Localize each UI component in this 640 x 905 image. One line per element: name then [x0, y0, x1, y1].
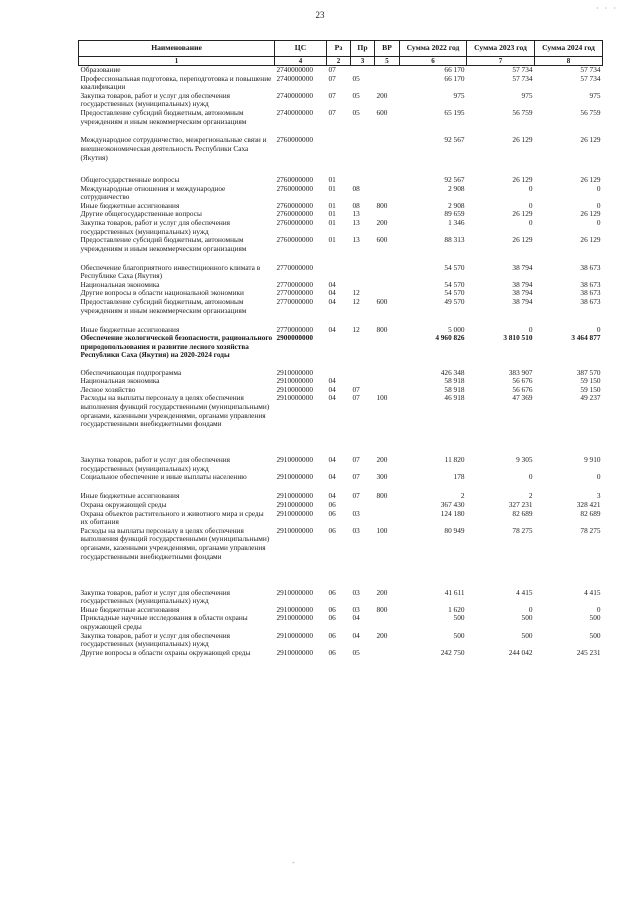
row-cs: 2770000000 — [276, 297, 313, 307]
row-cs: 2910000000 — [276, 491, 313, 501]
scan-artifact: - — [292, 858, 295, 867]
table-row — [79, 632, 603, 649]
row-rz: 06 — [328, 613, 336, 623]
row-sum-2022: 54 570 — [444, 262, 465, 272]
table-row — [79, 334, 603, 368]
table-body — [79, 66, 603, 658]
row-rz: 06 — [328, 508, 336, 518]
row-sum-2024: 245 231 — [576, 647, 601, 657]
row-pr: 12 — [352, 297, 360, 307]
row-sum-2022: 2 — [460, 491, 465, 501]
row-sum-2024: 975 — [589, 90, 601, 100]
row-sum-2024: 9 910 — [584, 455, 601, 465]
row-sum-2022: 500 — [453, 630, 465, 640]
row-sum-2023: 0 — [528, 324, 533, 334]
row-vr — [375, 264, 400, 281]
row-pr: 08 — [352, 183, 360, 193]
row-vr — [375, 510, 400, 527]
row-pr: 07 — [352, 393, 360, 403]
row-sum-2022: 124 180 — [440, 508, 465, 518]
column-number: 7 — [467, 57, 535, 66]
row-rz: 06 — [328, 499, 336, 509]
row-cs: 2770000000 — [276, 324, 313, 334]
row-cs: 2740000000 — [276, 107, 313, 117]
row-cs: 2770000000 — [276, 288, 313, 298]
row-name: Социальное обеспечение и иные выплаты населению — [80, 472, 247, 482]
table-row — [79, 589, 603, 606]
row-vr — [375, 501, 400, 510]
row-pr: 07 — [352, 472, 360, 482]
row-name: Расходы на выплаты персоналу в целях обеспечения выполнения функций государственными (муниципальными) органами, казенными учреждениями, органами управления государственными внебюджетными фондами — [80, 525, 270, 561]
row-name: Прикладные научные исследования в области охраны окружающей среды — [80, 613, 248, 632]
row-vr: 200 — [376, 630, 388, 640]
row-sum-2024: 26 129 — [580, 135, 601, 145]
row-sum-2023: 975 — [521, 90, 533, 100]
row-rz: 06 — [328, 525, 336, 535]
row-rz: 01 — [328, 209, 336, 219]
table-row — [79, 473, 603, 492]
row-sum-2024: 56 759 — [580, 107, 601, 117]
row-rz: 04 — [328, 455, 336, 465]
row-name: Профессиональная подготовка, переподготовка и повышение квалификации — [80, 73, 272, 92]
row-pr: 03 — [352, 604, 360, 614]
row-sum-2024: 0 — [596, 218, 601, 227]
row-name: Расходы на выплаты персоналу в целях обеспечения выполнения функций государственными (муниципальными) органами, казенными учреждениями, органами управления государственными внебюджетными фондами — [80, 393, 270, 429]
row-sum-2022: 41 611 — [444, 587, 465, 597]
row-sum-2024: 57 734 — [580, 65, 601, 74]
row-rz: 07 — [328, 65, 336, 74]
row-sum-2022: 178 — [453, 472, 465, 482]
row-sum-2022: 58 918 — [444, 376, 465, 386]
row-sum-2023: 56 676 — [512, 384, 533, 394]
row-cs: 2760000000 — [276, 209, 313, 219]
row-name: Международные отношения и международное сотрудничество — [80, 183, 226, 202]
row-pr: 04 — [352, 613, 360, 623]
row-sum-2022: 54 570 — [444, 288, 465, 298]
row-sum-2022: 500 — [453, 613, 465, 623]
row-sum-2023: 0 — [528, 183, 533, 193]
row-pr — [351, 264, 375, 281]
row-name: Иные бюджетные ассигнования — [80, 324, 180, 334]
row-name: Иные бюджетные ассигнования — [80, 491, 180, 501]
row-cs: 2760000000 — [276, 235, 313, 245]
row-sum-2023: 383 907 — [508, 367, 533, 377]
row-pr: 12 — [352, 288, 360, 298]
header-vr: ВР — [375, 41, 400, 57]
row-sum-2022: 58 918 — [444, 384, 465, 394]
row-cs: 2910000000 — [276, 604, 313, 614]
row-rz: 06 — [328, 587, 336, 597]
row-sum-2024: 82 689 — [580, 508, 601, 518]
row-name: Иные бюджетные ассигнования — [80, 200, 180, 210]
row-rz — [327, 136, 351, 176]
row-name: Национальная экономика — [80, 376, 160, 386]
row-sum-2024: 26 129 — [580, 175, 601, 185]
table-row — [79, 109, 603, 137]
row-sum-2023: 56 676 — [512, 376, 533, 386]
row-sum-2022: 88 313 — [444, 235, 465, 245]
table-row — [79, 456, 603, 473]
row-cs: 2740000000 — [276, 65, 313, 74]
row-sum-2022: 92 567 — [444, 135, 465, 145]
row-sum-2024: 59 150 — [580, 384, 601, 394]
row-sum-2024: 38 673 — [580, 262, 601, 272]
row-sum-2023: 3 810 510 — [503, 333, 533, 343]
row-vr — [375, 185, 400, 202]
row-cs: 2770000000 — [276, 279, 313, 289]
row-rz: 01 — [328, 218, 336, 227]
row-vr: 200 — [376, 90, 388, 100]
row-sum-2023: 26 129 — [512, 135, 533, 145]
row-sum-2022: 1 620 — [448, 604, 465, 614]
row-name: Предоставление субсидий бюджетным, автономным учреждениям и иным некоммерческим организациям — [80, 107, 247, 126]
row-rz: 06 — [328, 647, 336, 657]
row-sum-2023: 500 — [521, 613, 533, 623]
row-sum-2023: 26 129 — [512, 175, 533, 185]
table-row — [79, 236, 603, 264]
row-sum-2022: 54 570 — [444, 279, 465, 289]
row-cs: 2760000000 — [276, 183, 313, 193]
row-rz — [327, 264, 351, 281]
row-sum-2023: 78 275 — [512, 525, 533, 535]
row-pr: 07 — [352, 384, 360, 394]
row-sum-2024: 0 — [596, 200, 601, 210]
row-pr: 13 — [352, 209, 360, 219]
row-sum-2024: 38 673 — [580, 288, 601, 298]
row-rz — [327, 334, 351, 368]
table-row — [79, 136, 603, 176]
row-cs: 2910000000 — [276, 508, 313, 518]
budget-table — [78, 40, 603, 657]
row-sum-2024: 57 734 — [580, 73, 601, 83]
row-sum-2022: 5 000 — [448, 324, 465, 334]
row-sum-2024: 4 415 — [584, 587, 601, 597]
row-sum-2022: 2 908 — [448, 183, 465, 193]
column-number: 8 — [535, 57, 603, 66]
table-row — [79, 264, 603, 281]
row-sum-2023: 56 759 — [512, 107, 533, 117]
row-sum-2023: 0 — [528, 218, 533, 227]
row-pr: 07 — [352, 455, 360, 465]
row-cs: 2910000000 — [276, 367, 313, 377]
row-vr: 100 — [376, 525, 388, 535]
column-number: 4 — [275, 57, 327, 66]
row-rz: 07 — [328, 90, 336, 100]
row-cs: 2740000000 — [276, 73, 313, 83]
row-sum-2023: 38 794 — [512, 262, 533, 272]
row-rz: 07 — [328, 73, 336, 83]
row-vr: 600 — [376, 235, 388, 245]
row-pr — [351, 334, 375, 368]
row-pr: 03 — [352, 525, 360, 535]
row-sum-2023: 0 — [528, 604, 533, 614]
row-pr — [351, 369, 375, 378]
row-name: Охрана объектов растительного и животного мира и среды их обитания — [80, 508, 264, 527]
row-pr: 07 — [352, 491, 360, 501]
row-name: Национальная экономика — [80, 279, 160, 289]
row-cs: 2910000000 — [276, 587, 313, 597]
table-row — [79, 527, 603, 589]
row-cs: 2910000000 — [276, 472, 313, 482]
row-vr: 800 — [376, 604, 388, 614]
row-pr: 04 — [352, 630, 360, 640]
scan-marks: · · · — [596, 4, 618, 13]
row-vr: 200 — [376, 218, 388, 227]
row-pr: 03 — [352, 508, 360, 518]
row-sum-2024: 387 570 — [576, 367, 601, 377]
row-sum-2024: 38 673 — [580, 279, 601, 289]
row-vr: 200 — [376, 587, 388, 597]
row-pr: 12 — [352, 324, 360, 334]
row-name: Закупка товаров, работ и услуг для обеспечения государственных (муниципальных) нужд — [80, 587, 230, 606]
table-row — [79, 298, 603, 326]
row-sum-2024: 49 237 — [580, 393, 601, 403]
row-sum-2023: 9 305 — [516, 455, 533, 465]
row-sum-2022: 426 348 — [440, 367, 465, 377]
row-sum-2023: 327 231 — [508, 499, 533, 509]
row-name: Закупка товаров, работ и услуг для обеспечения государственных (муниципальных) нужд — [80, 455, 230, 473]
row-vr — [375, 377, 400, 386]
row-sum-2024: 0 — [596, 324, 601, 334]
row-sum-2023: 38 794 — [512, 297, 533, 307]
row-sum-2023: 500 — [521, 630, 533, 640]
row-name: Лесное хозяйство — [80, 384, 136, 394]
row-sum-2022: 89 659 — [444, 209, 465, 219]
row-sum-2024: 0 — [596, 472, 601, 482]
row-sum-2023: 82 689 — [512, 508, 533, 518]
row-sum-2022: 4 960 826 — [435, 333, 465, 343]
row-rz: 04 — [328, 384, 336, 394]
row-sum-2022: 2 908 — [448, 200, 465, 210]
table-row — [79, 510, 603, 527]
row-cs: 2760000000 — [276, 175, 313, 185]
row-pr — [351, 136, 375, 176]
row-vr: 600 — [376, 297, 388, 307]
row-rz: 06 — [328, 604, 336, 614]
row-cs: 2900000000 — [276, 333, 313, 343]
row-sum-2022: 65 195 — [444, 107, 465, 117]
row-pr: 13 — [352, 218, 360, 227]
row-sum-2024: 500 — [589, 630, 601, 640]
column-number: 1 — [79, 57, 275, 66]
row-rz: 04 — [328, 472, 336, 482]
row-name: Обеспечивающая подпрограмма — [80, 367, 182, 377]
row-sum-2022: 975 — [453, 90, 465, 100]
row-cs: 2910000000 — [276, 525, 313, 535]
row-name: Обеспечение экологической безопасности, рационального природопользования и развитие лесного хозяйства Республики Саха (Якутия) на 2020-2024 годы — [80, 333, 273, 360]
row-cs: 2760000000 — [276, 135, 313, 145]
row-sum-2023: 2 — [528, 491, 533, 501]
header-sum-2024: Сумма 2024 год — [535, 41, 603, 57]
row-sum-2023: 4 415 — [516, 587, 533, 597]
row-vr: 300 — [376, 472, 388, 482]
row-sum-2022: 49 570 — [444, 297, 465, 307]
row-sum-2023: 38 794 — [512, 288, 533, 298]
page-number: 23 — [315, 10, 325, 20]
row-sum-2024: 59 150 — [580, 376, 601, 386]
row-cs: 2760000000 — [276, 200, 313, 210]
row-rz: 04 — [328, 393, 336, 403]
row-sum-2024: 328 421 — [576, 499, 601, 509]
row-sum-2024: 26 129 — [580, 235, 601, 245]
row-sum-2022: 242 750 — [440, 647, 465, 657]
row-rz: 04 — [328, 279, 336, 289]
table-row — [79, 614, 603, 631]
row-vr — [375, 75, 400, 92]
row-sum-2022: 80 949 — [444, 525, 465, 535]
row-vr: 100 — [376, 393, 388, 403]
table-row — [79, 394, 603, 456]
row-cs: 2910000000 — [276, 376, 313, 386]
row-vr — [375, 66, 400, 75]
row-name: Другие вопросы в области национальной экономики — [80, 288, 244, 298]
row-cs: 2910000000 — [276, 630, 313, 640]
row-rz: 04 — [328, 324, 336, 334]
row-rz: 07 — [328, 107, 336, 117]
header-rz: Рз — [327, 41, 351, 57]
row-name: Предоставление субсидий бюджетным, автономным учреждениям и иным некоммерческим организациям — [80, 297, 247, 315]
table-row — [79, 649, 603, 658]
row-rz: 04 — [328, 297, 336, 307]
column-number: 6 — [400, 57, 467, 66]
header-name: Наименование — [79, 41, 275, 57]
row-pr: 05 — [352, 647, 360, 657]
row-rz: 04 — [328, 376, 336, 386]
row-sum-2022: 11 820 — [444, 455, 465, 465]
row-vr: 800 — [376, 200, 388, 210]
row-pr: 05 — [352, 90, 360, 100]
row-name: Охрана окружающей среды — [80, 499, 167, 509]
table-row — [79, 92, 603, 109]
row-name: Иные бюджетные ассигнования — [80, 604, 180, 614]
row-rz: 01 — [328, 235, 336, 245]
row-sum-2024: 500 — [589, 613, 601, 623]
row-cs: 2910000000 — [276, 613, 313, 623]
column-number: 2 — [327, 57, 351, 66]
row-sum-2024: 0 — [596, 604, 601, 614]
row-sum-2023: 0 — [528, 200, 533, 210]
row-vr — [375, 334, 400, 368]
row-vr: 600 — [376, 107, 388, 117]
row-cs: 2910000000 — [276, 647, 313, 657]
row-vr — [375, 369, 400, 378]
row-sum-2023: 57 734 — [512, 65, 533, 74]
row-sum-2023: 38 794 — [512, 279, 533, 289]
row-rz: 01 — [328, 175, 336, 185]
header-pr: Пр — [351, 41, 375, 57]
column-number: 5 — [375, 57, 400, 66]
header-sum-2023: Сумма 2023 год — [467, 41, 535, 57]
table-header-row — [79, 41, 603, 57]
row-sum-2024: 3 — [596, 491, 601, 501]
row-name: Закупка товаров, работ и услуг для обеспечения государственных (муниципальных) нужд — [80, 218, 230, 236]
row-vr — [375, 614, 400, 631]
row-sum-2022: 1 346 — [448, 218, 465, 227]
row-name: Закупка товаров, работ и услуг для обеспечения государственных (муниципальных) нужд — [80, 630, 230, 649]
row-sum-2022: 46 918 — [444, 393, 465, 403]
row-cs: 2910000000 — [276, 393, 313, 403]
table-row — [79, 75, 603, 92]
row-sum-2023: 244 042 — [508, 647, 533, 657]
row-sum-2024: 3 464 877 — [571, 333, 601, 343]
row-vr — [375, 649, 400, 658]
row-sum-2024: 0 — [596, 183, 601, 193]
row-vr — [375, 176, 400, 185]
header-sum-2022: Сумма 2022 год — [400, 41, 467, 57]
table-row — [79, 185, 603, 202]
row-name: Предоставление субсидий бюджетным, автономным учреждениям и иным некоммерческим организациям — [80, 235, 247, 253]
row-pr: 03 — [352, 587, 360, 597]
row-sum-2022: 66 170 — [444, 65, 465, 74]
row-name: Международное сотрудничество, межрегиональные связи и внешнеэкономическая деятельность Республики Саха (Якутия) — [80, 135, 267, 162]
header-cs: ЦС — [275, 41, 327, 57]
row-pr: 13 — [352, 235, 360, 245]
row-vr: 800 — [376, 491, 388, 501]
row-sum-2024: 38 673 — [580, 297, 601, 307]
row-vr — [375, 281, 400, 290]
row-sum-2023: 26 129 — [512, 209, 533, 219]
row-sum-2022: 92 567 — [444, 175, 465, 185]
row-sum-2024: 26 129 — [580, 209, 601, 219]
row-rz: 04 — [328, 491, 336, 501]
row-name: Образование — [80, 65, 121, 74]
budget-table-container — [78, 40, 602, 657]
row-sum-2023: 57 734 — [512, 73, 533, 83]
row-sum-2023: 0 — [528, 472, 533, 482]
row-name: Обеспечение благоприятного инвестиционного климата в Республике Саха (Якутия) — [80, 262, 261, 281]
row-sum-2024: 78 275 — [580, 525, 601, 535]
row-pr: 08 — [352, 200, 360, 210]
row-cs: 2910000000 — [276, 455, 313, 465]
row-cs: 2770000000 — [276, 262, 313, 272]
row-pr: 05 — [352, 73, 360, 83]
row-vr: 200 — [376, 455, 388, 465]
row-cs: 2910000000 — [276, 499, 313, 509]
row-cs: 2910000000 — [276, 384, 313, 394]
row-sum-2023: 26 129 — [512, 235, 533, 245]
row-rz: 01 — [328, 200, 336, 210]
row-rz: 04 — [328, 288, 336, 298]
row-name: Общегосударственные вопросы — [80, 175, 180, 185]
row-vr: 800 — [376, 324, 388, 334]
row-cs: 2740000000 — [276, 90, 313, 100]
column-number: 3 — [351, 57, 375, 66]
row-vr — [375, 136, 400, 176]
row-sum-2023: 47 369 — [512, 393, 533, 403]
row-sum-2022: 367 430 — [440, 499, 465, 509]
row-name: Другие вопросы в области охраны окружающей среды — [80, 647, 251, 657]
row-rz: 06 — [328, 630, 336, 640]
row-name: Другие общегосударственные вопросы — [80, 209, 202, 219]
table-row — [79, 219, 603, 236]
row-sum-2022: 66 170 — [444, 73, 465, 83]
row-rz: 01 — [328, 183, 336, 193]
row-pr: 05 — [352, 107, 360, 117]
row-name: Закупка товаров, работ и услуг для обеспечения государственных (муниципальных) нужд — [80, 90, 230, 109]
row-cs: 2760000000 — [276, 218, 313, 227]
